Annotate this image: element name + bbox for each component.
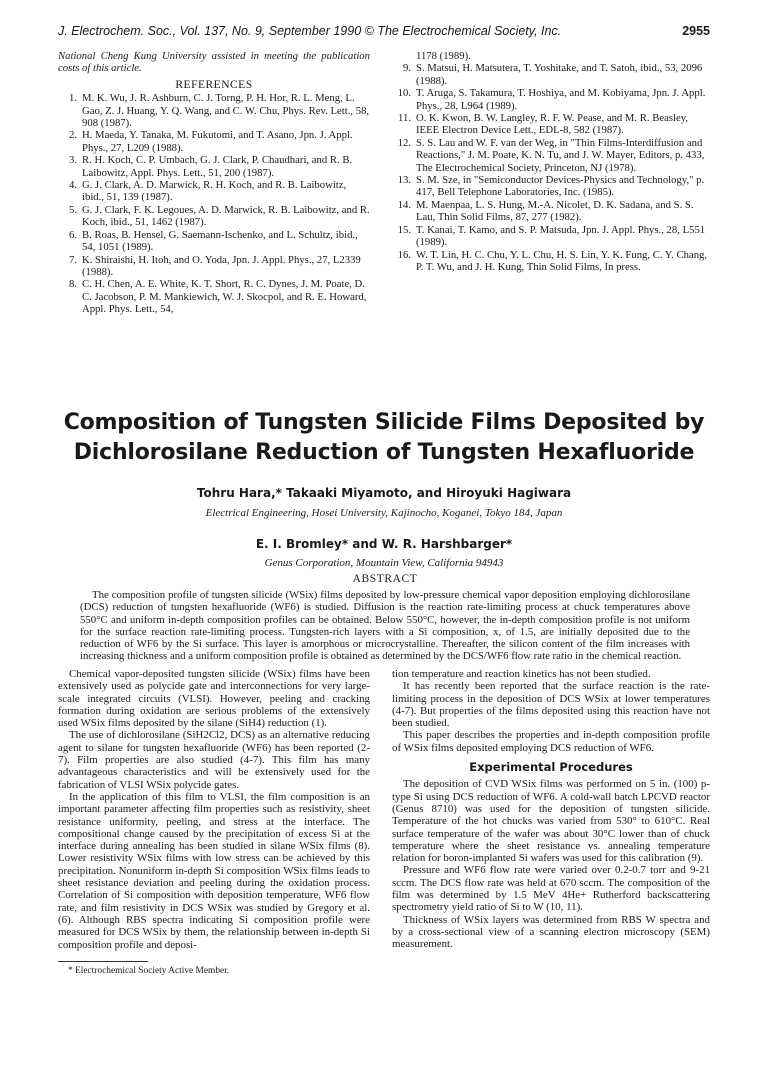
- body-paragraph: The deposition of CVD WSix films was performed on 5 in. (100) p-type Si using DCS reduction of WF6. A cold-wall batch LPCVD reactor (Genus 8710) was used for the deposition of tungsten silicide. Temperature of the hot chucks was varied from 530° to 610°C. Real surface temperature of the wafer was about 30°C lower than of chuck temperature where the sheet resistance vs. annealing temperature relation for boron-implanted Si wafers was used for this calibration (9).: [392, 778, 710, 865]
- references-column-right: [392, 50, 710, 273]
- reference-number: 15.: [397, 223, 411, 236]
- reference-text: H. Maeda, Y. Tanaka, M. Fukutomi, and T. Asano, Jpn. J. Appl. Phys., 27, L209 (1988).: [82, 129, 353, 154]
- reference-number: 3.: [68, 154, 77, 167]
- reference-item: [58, 229, 370, 254]
- reference-text: S. M. Sze, in "Semiconductor Devices-Physics and Technology," p. 417, Bell Telephone Laboratories, Inc. (1985).: [416, 174, 705, 199]
- reference-text: M. K. Wu, J. R. Ashburn, C. J. Torng, P. H. Hor, R. L. Meng, L. Gao, Z. J. Huang, Y. Q. Wang, and C. W. Chu, Phys. Rev. Lett., 58, 908 (1987).: [82, 92, 370, 130]
- reference-text: B. Roas, B. Hensel, G. Saemann-Ischenko, and L. Schultz, ibid., 54, 1051 (1989).: [82, 228, 358, 254]
- paper-title: [58, 408, 710, 468]
- paper-title-line2: Dichlorosilane Reduction of Tungsten Hexafluoride: [73, 440, 695, 465]
- reference-number: 10.: [397, 87, 411, 100]
- body-paragraph: It has recently been reported that the surface reaction is the rate-limiting process in the deposition of DCS WSix at lower temperatures (4-7). But properties of the films deposited using this reaction have not been studied.: [392, 680, 710, 730]
- reference-number: 5.: [68, 203, 77, 216]
- body-paragraph: tion temperature and reaction kinetics has not been studied.: [392, 668, 651, 680]
- reference-text: C. H. Chen, A. E. White, K. T. Short, R. C. Dynes, J. M. Poate, D. C. Jacobson, P. M. Mankiewich, W. J. Skocpol, and R. E. Howard, Appl. Phys. Lett., 54,: [82, 278, 367, 316]
- reference-item: [58, 254, 370, 279]
- reference-number: 1.: [68, 92, 77, 105]
- reference-number: 7.: [68, 253, 77, 266]
- reference-number: 9.: [402, 62, 411, 75]
- reference-text: T. Aruga, S. Takamura, T. Hoshiya, and M. Kobiyama, Jpn. J. Appl. Phys., 28, L964 (1989).: [416, 87, 706, 112]
- body-paragraph: Pressure and WF6 flow rate were varied over 0.2-0.7 torr and 9-21 sccm. The DCS flow rate was held at 670 sccm. The composition of the film was determined by 1.5 MeV 4He+ Rutherford backscattering spectrometry yield ratio of Si to W (10, 11).: [392, 864, 710, 914]
- reference-item: [58, 278, 370, 315]
- abstract-block: [80, 573, 690, 663]
- reference-item: [58, 179, 370, 204]
- reference-item: [392, 224, 710, 249]
- authors-group2: E. I. Bromley* and W. R. Harshbarger*: [255, 537, 513, 551]
- reference-item: [392, 174, 710, 199]
- journal-citation: J. Electrochem. Soc., Vol. 137, No. 9, September 1990 © The Electrochemical Society, Inc.: [58, 24, 562, 38]
- title-block: [58, 408, 710, 569]
- affiliation-group1: Electrical Engineering, Hosei University, Kajinocho, Koganei, Tokyo 184, Japan: [205, 507, 563, 519]
- reference-number: 14.: [397, 198, 411, 211]
- paper-title-line1: Composition of Tungsten Silicide Films Deposited by: [63, 410, 705, 435]
- reference-item: [392, 249, 710, 274]
- body-column-left: [58, 668, 370, 977]
- reference-item: [392, 137, 710, 174]
- reference-text: R. H. Koch, C. P. Umbach, G. J. Clark, P. Chaudhari, and R. B. Laibowitz, Appl. Phys. Lett., 51, 200 (1987).: [82, 154, 353, 179]
- running-head: [58, 24, 710, 38]
- reference-number: 2.: [68, 129, 77, 142]
- reference-text: M. Maenpaa, L. S. Hung, M.-A. Nicolet, D. K. Sadana, and S. S. Lau, Thin Solid Films, 87, 277 (1982).: [416, 198, 694, 224]
- body-paragraph: Thickness of WSix layers was determined from RBS W spectra and by a cross-sectional view of a scanning electron microscopy (SEM) measurement.: [392, 913, 710, 951]
- reference-text: S. Matsui, H. Matsutera, T. Yoshitake, and T. Satoh, ibid., 53, 2096 (1988).: [416, 62, 703, 87]
- reference-item: [392, 62, 710, 87]
- body-paragraph: In the application of this film to VLSI, the film composition is an important parameter affecting film properties such as resistivity, sheet resistance uniformity, peeling, and stress at the interface. The compositional change caused by the precipitation of excess Si at the interface during annealing has been studied in silane WSix films (8). Lower resistivity WSix films with low stress can be achieved by this precipitation. Nonuniform in-depth Si composition WSix films leads to sheet resistance deviation and peeling during the oxidation process. Correlation of Si composition with deposition temperature, WF6 flow rate, and film resistivity in DCS WSix was studied by Gregory et al. (6). Although RBS spectra indicating Si composition profile were measured for DCS WSix by them, the relationship between in-depth Si composition profile and deposi-: [58, 790, 370, 951]
- body-paragraph: The use of dichlorosilane (SiH2Cl2, DCS) as an alternative reducing agent to silane for tungsten hexafluoride (WF6) has been reported (2-7). Film properties are also studied (4-7). This film has many advantageous characteristics and will be extensively used for the fabrication of VLSI WSix polycide gates.: [58, 729, 370, 791]
- authors-group1: Tohru Hara,* Takaaki Miyamoto, and Hiroyuki Hagiwara: [196, 486, 572, 500]
- abstract-text: The composition profile of tungsten silicide (WSix) films deposited by low-pressure chemical vapor deposition employing dichlorosilane (DCS) reduction of tungsten hexafluoride (WF6) is studied. Diffusion is the reaction rate-limiting process at chuck temperatures above 550°C and uniform in-depth composition profiles can be obtained. Below 550°C, however, the in-depth composition profile is not uniform for the surface reaction rate-limiting process. Tungsten-rich layers with a Si composition, x, of 1.5, are initially deposited due to the reduction of WF6 by the Si surface. This layer is amorphous or microcrystalline. Thereafter, the silicon content of the film increases with increasing thickness and a uniform composition profile is obtained as determined by the DCS/WF6 flow rate ratio in the chemical reaction.: [80, 589, 690, 663]
- reference-item: [58, 92, 370, 129]
- reference-text: K. Shiraishi, H. Itoh, and O. Yoda, Jpn. J. Appl. Phys., 27, L2339 (1988).: [82, 253, 361, 278]
- footnote-divider: [58, 961, 148, 962]
- reference-number: 4.: [68, 179, 77, 192]
- reference-item: [392, 87, 710, 112]
- reference-text: G. J. Clark, F. K. Legoues, A. D. Marwick, R. B. Laibowitz, and R. Koch, ibid., 51, 1462 (1987).: [82, 203, 370, 229]
- reference-number: 6.: [68, 228, 77, 241]
- reference-number: 11.: [398, 112, 411, 125]
- footnote: * Electrochemical Society Active Member.: [68, 965, 230, 976]
- reference-item: [58, 154, 370, 179]
- section-heading-experimental: Experimental Procedures: [469, 760, 633, 775]
- body-paragraph: Chemical vapor-deposited tungsten silicide (WSix) films have been extensively used as polycide gate and interconnections for very large-scale integrated circuits (VLSI). However, peeling and cracking formation during oxidation are serious problems of the extensively used WSix films deposited by the silane (SiH4) reduction (1).: [58, 668, 370, 730]
- reference-item: [58, 204, 370, 229]
- acknowledgment: National Cheng Kung University assisted in meeting the publication costs of this article.: [58, 50, 370, 75]
- page-number: 2955: [682, 24, 710, 38]
- body-column-right: [392, 668, 710, 951]
- reference-text: T. Kanai, T. Kamo, and S. P. Matsuda, Jpn. J. Appl. Phys., 28, L551 (1989).: [416, 223, 706, 249]
- reference-text: O. K. Kwon, B. W. Langley, R. F. W. Pease, and M. R. Beasley, IEEE Electron Device Lett., EDL-8, 582 (1987).: [416, 112, 689, 137]
- reference-item: [392, 50, 710, 62]
- reference-list-left: [58, 92, 370, 315]
- reference-text: G. J. Clark, A. D. Marwick, R. H. Koch, and R. B. Laibowitz, ibid., 51, 139 (1987).: [82, 179, 347, 204]
- reference-item: [392, 112, 710, 137]
- references-column-left: [58, 50, 370, 316]
- reference-number: 12.: [397, 136, 411, 149]
- reference-text: W. T. Lin, H. C. Chu, Y. L. Chu, H. S. Lin, Y. K. Fung, C. Y. Chang, P. T. Wu, and J. H. Kung, Thin Solid Films, In press.: [416, 248, 708, 273]
- reference-text: 1178 (1989).: [416, 50, 471, 62]
- reference-number: 8.: [68, 278, 77, 291]
- reference-number: 16.: [397, 248, 411, 261]
- reference-list-right: [392, 50, 710, 273]
- reference-item: [392, 199, 710, 224]
- affiliation-group2: Genus Corporation, Mountain View, California 94943: [264, 557, 504, 569]
- references-heading: REFERENCES: [175, 78, 253, 91]
- reference-item: [58, 129, 370, 154]
- reference-text: S. S. Lau and W. F. van der Weg, in "Thin Films-Interdiffusion and Reactions," J. M. Poate, K. N. Tu, and J. W. Mayer, Editors, p. 433, The Electrochemical Society, Princeton, NJ (1978).: [416, 136, 705, 174]
- body-paragraph: This paper describes the properties and in-depth composition profile of WSix films deposited employing DCS reduction of WF6.: [392, 729, 710, 754]
- abstract-heading: ABSTRACT: [352, 573, 418, 585]
- reference-number: 13.: [397, 174, 411, 187]
